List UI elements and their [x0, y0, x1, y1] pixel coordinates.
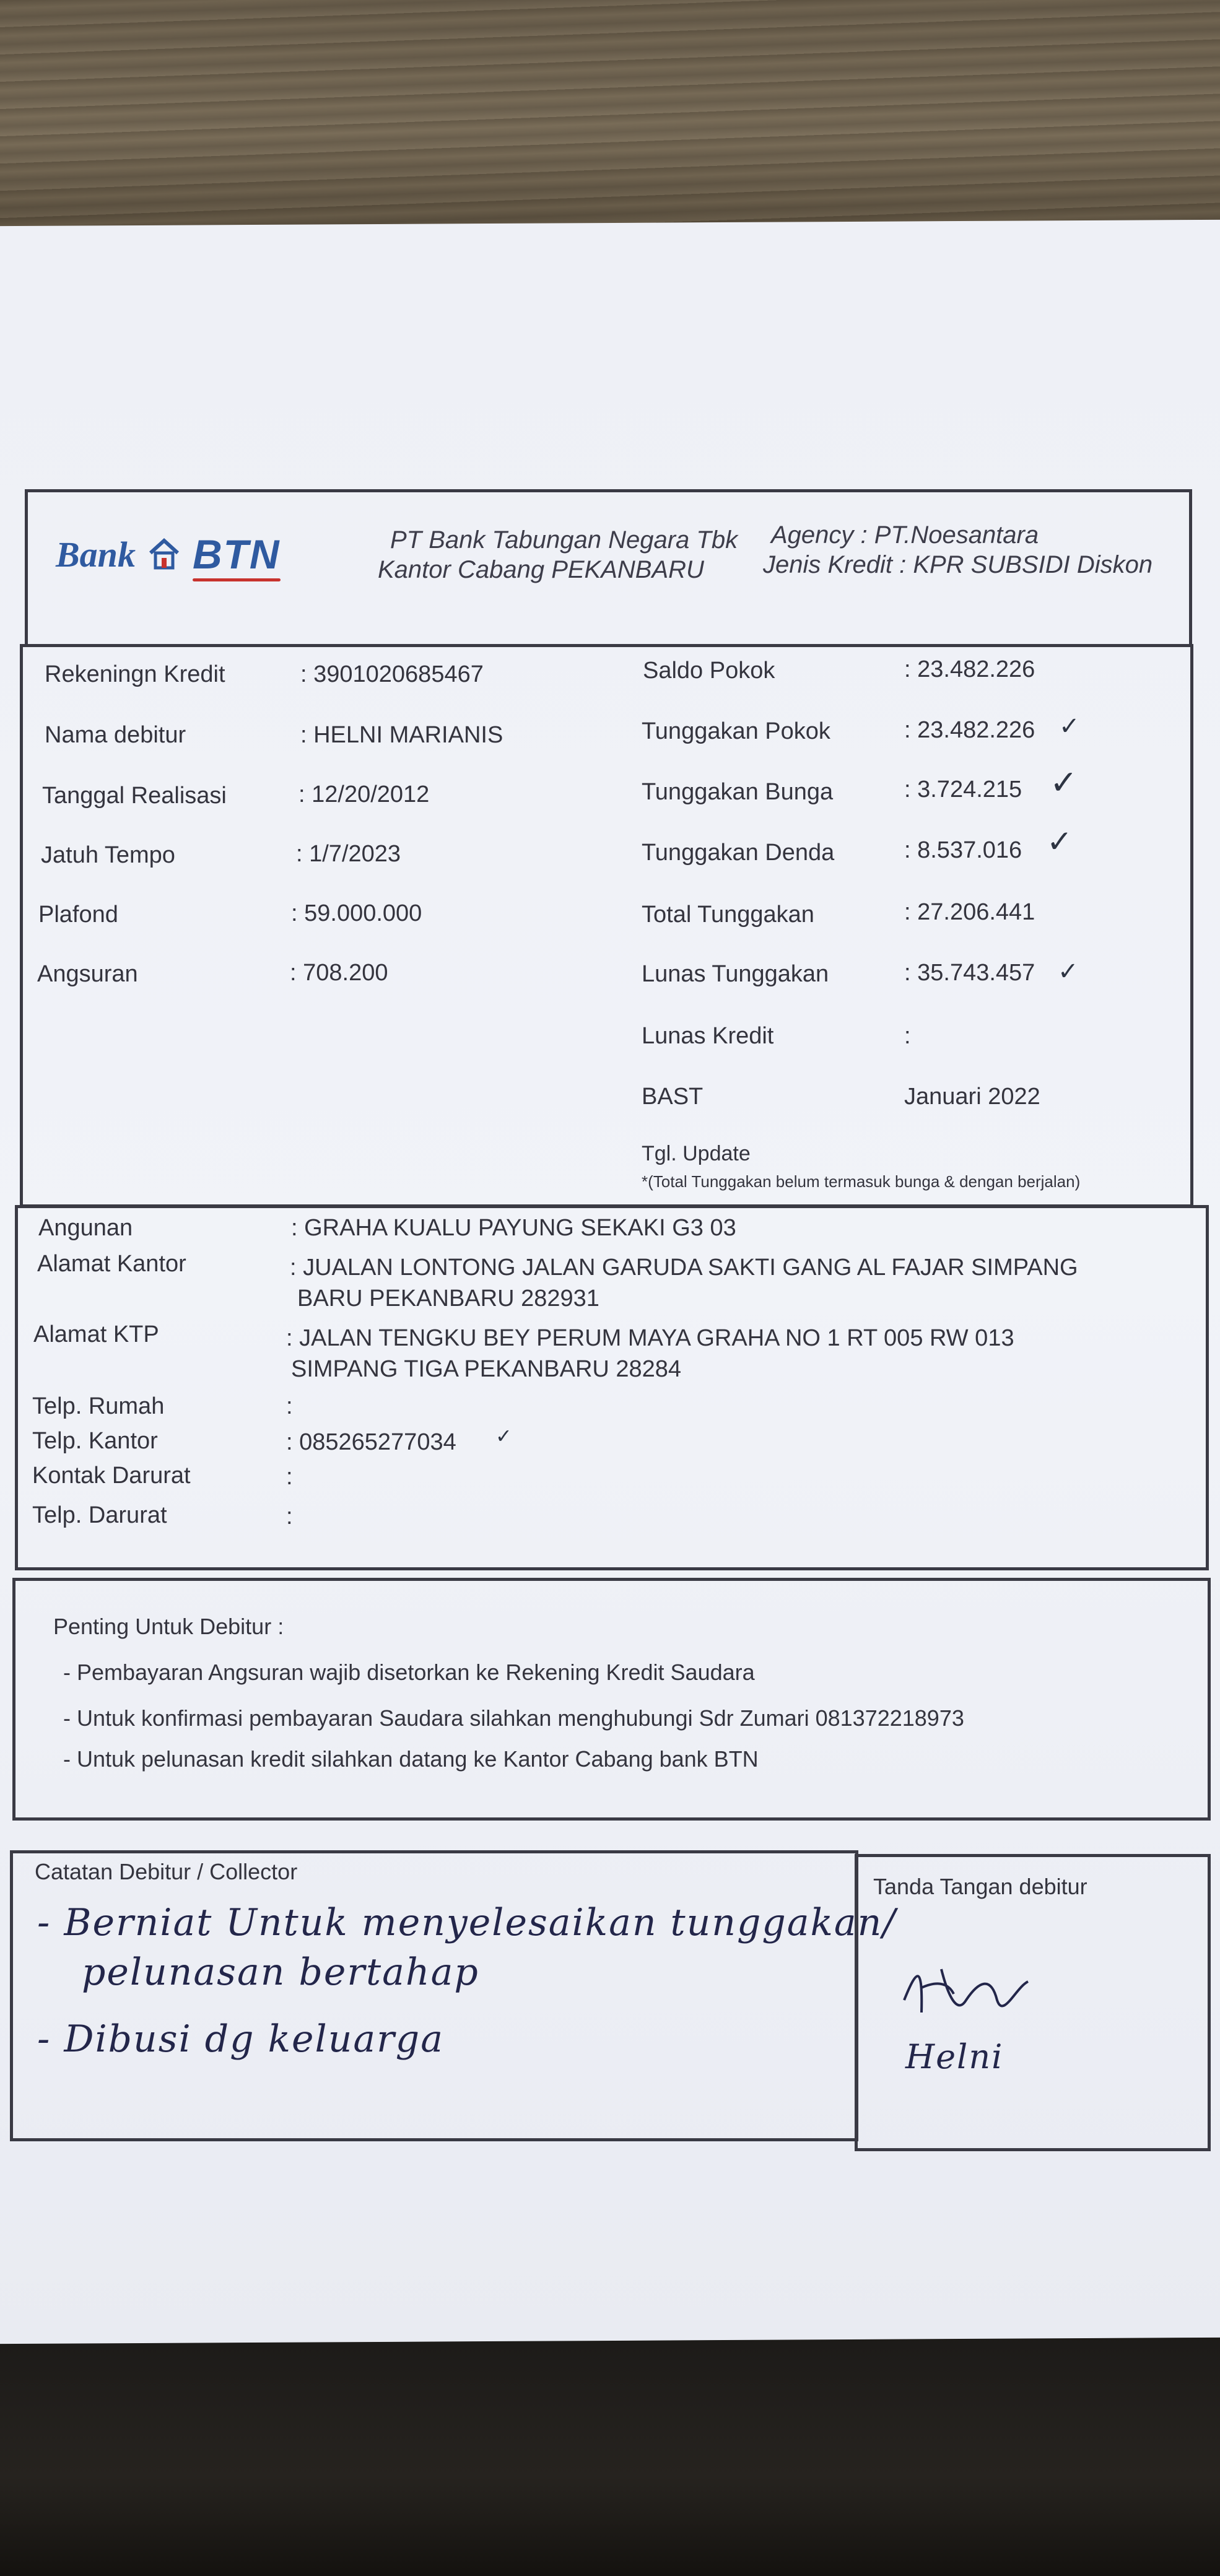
telp-rumah-value: : [286, 1393, 293, 1419]
logo-bank-text: Bank [56, 534, 136, 575]
left-value-0: : 3901020685467 [300, 661, 484, 687]
left-value-4: : 59.000.000 [291, 900, 422, 926]
right-value-6: : [904, 1023, 911, 1049]
alamat-kantor-value-1: : JUALAN LONTONG JALAN GARUDA SAKTI GANG AL FAJAR SIMPANG [290, 1255, 1078, 1281]
right-label-4: Total Tunggakan [642, 902, 814, 928]
notes-box [10, 1850, 858, 2141]
dark-floor-background [0, 2328, 1220, 2576]
right-value-3: : 8.537.016 [904, 837, 1022, 863]
footnote: *(Total Tunggakan belum termasuk bunga & dengan berjalan) [642, 1172, 1081, 1191]
left-label-5: Angsuran [37, 961, 138, 987]
telp-darurat-label: Telp. Darurat [32, 1502, 167, 1528]
right-value-5: : 35.743.457 [904, 960, 1035, 986]
check-mark-icon: ✓ [1058, 958, 1079, 985]
logo-btn-text: BTN [193, 531, 281, 578]
house-icon [147, 537, 181, 572]
notes-line-3: - Dibusi dg keluarga [37, 2017, 444, 2061]
right-value-0: : 23.482.226 [904, 656, 1035, 682]
right-label-0: Saldo Pokok [643, 658, 775, 684]
important-item-1: - Pembayaran Angsuran wajib disetorkan ke Rekening Kredit Saudara [63, 1660, 755, 1685]
alamat-kantor-label: Alamat Kantor [37, 1251, 186, 1277]
left-value-3: : 1/7/2023 [296, 841, 401, 867]
right-label-7: BAST [642, 1084, 704, 1110]
right-label-1: Tunggakan Pokok [642, 718, 830, 744]
alamat-ktp-value-1: : JALAN TENGKU BEY PERUM MAYA GRAHA NO 1 RT 005 RW 013 [286, 1325, 1014, 1351]
important-item-2: - Untuk konfirmasi pembayaran Saudara silahkan menghubungi Sdr Zumari 081372218973 [63, 1705, 964, 1731]
telp-rumah-label: Telp. Rumah [32, 1393, 165, 1419]
notes-line-1: - Berniat Untuk menyelesaikan tunggakan/ [37, 1901, 897, 1944]
right-label-5: Lunas Tunggakan [642, 961, 829, 987]
angunan-value: : GRAHA KUALU PAYUNG SEKAKI G3 03 [291, 1215, 736, 1241]
alamat-kantor-value-2: BARU PEKANBARU 282931 [297, 1286, 599, 1312]
right-label-6: Lunas Kredit [642, 1023, 774, 1049]
right-value-4: : 27.206.441 [904, 899, 1035, 925]
telp-kantor-value: : 085265277034 [286, 1429, 456, 1455]
telp-kantor-label: Telp. Kantor [32, 1428, 158, 1454]
right-label-3: Tunggakan Denda [642, 840, 835, 866]
angunan-label: Angunan [38, 1215, 133, 1241]
credit-type: Jenis Kredit : KPR SUBSIDI Diskon [763, 551, 1153, 578]
check-mark-icon: ✓ [1059, 713, 1080, 740]
signature-title: Tanda Tangan debitur [873, 1874, 1087, 1899]
important-title: Penting Untuk Debitur : [53, 1614, 284, 1639]
right-value-7: Januari 2022 [904, 1084, 1040, 1110]
left-label-2: Tanggal Realisasi [42, 783, 227, 809]
right-value-2: : 3.724.215 [904, 777, 1022, 803]
signature-scribble [898, 1957, 1047, 2031]
left-label-4: Plafond [38, 902, 118, 928]
alamat-ktp-value-2: SIMPANG TIGA PEKANBARU 28284 [291, 1356, 682, 1382]
signature-name: Helni [905, 2037, 1004, 2076]
left-value-5: : 708.200 [290, 960, 388, 986]
check-mark-icon: ✓ [1047, 824, 1073, 859]
left-value-2: : 12/20/2012 [298, 781, 430, 807]
check-mark-icon: ✓ [1050, 764, 1078, 801]
left-label-3: Jatuh Tempo [41, 842, 175, 868]
update-label: Tgl. Update [642, 1142, 751, 1165]
bank-btn-logo [56, 529, 281, 579]
telp-darurat-value: : [286, 1503, 293, 1530]
right-label-2: Tunggakan Bunga [642, 779, 834, 805]
left-label-1: Nama debitur [45, 722, 186, 748]
alamat-ktp-label: Alamat KTP [33, 1321, 159, 1347]
notes-title: Catatan Debitur / Collector [35, 1859, 298, 1884]
company-name: PT Bank Tabungan Negara Tbk [390, 526, 738, 554]
important-item-3: - Untuk pelunasan kredit silahkan datang ke Kantor Cabang bank BTN [63, 1746, 759, 1772]
left-label-0: Rekeningn Kredit [45, 661, 225, 687]
notes-line-2: pelunasan bertahap [82, 1951, 479, 1994]
branch-name: Kantor Cabang PEKANBARU [378, 556, 704, 583]
agency: Agency : PT.Noesantara [771, 521, 1039, 549]
kontak-darurat-value: : [286, 1464, 293, 1490]
kontak-darurat-label: Kontak Darurat [32, 1463, 191, 1489]
left-value-1: : HELNI MARIANIS [300, 722, 503, 748]
right-value-1: : 23.482.226 [904, 717, 1035, 743]
check-mark-icon: ✓ [495, 1425, 512, 1447]
